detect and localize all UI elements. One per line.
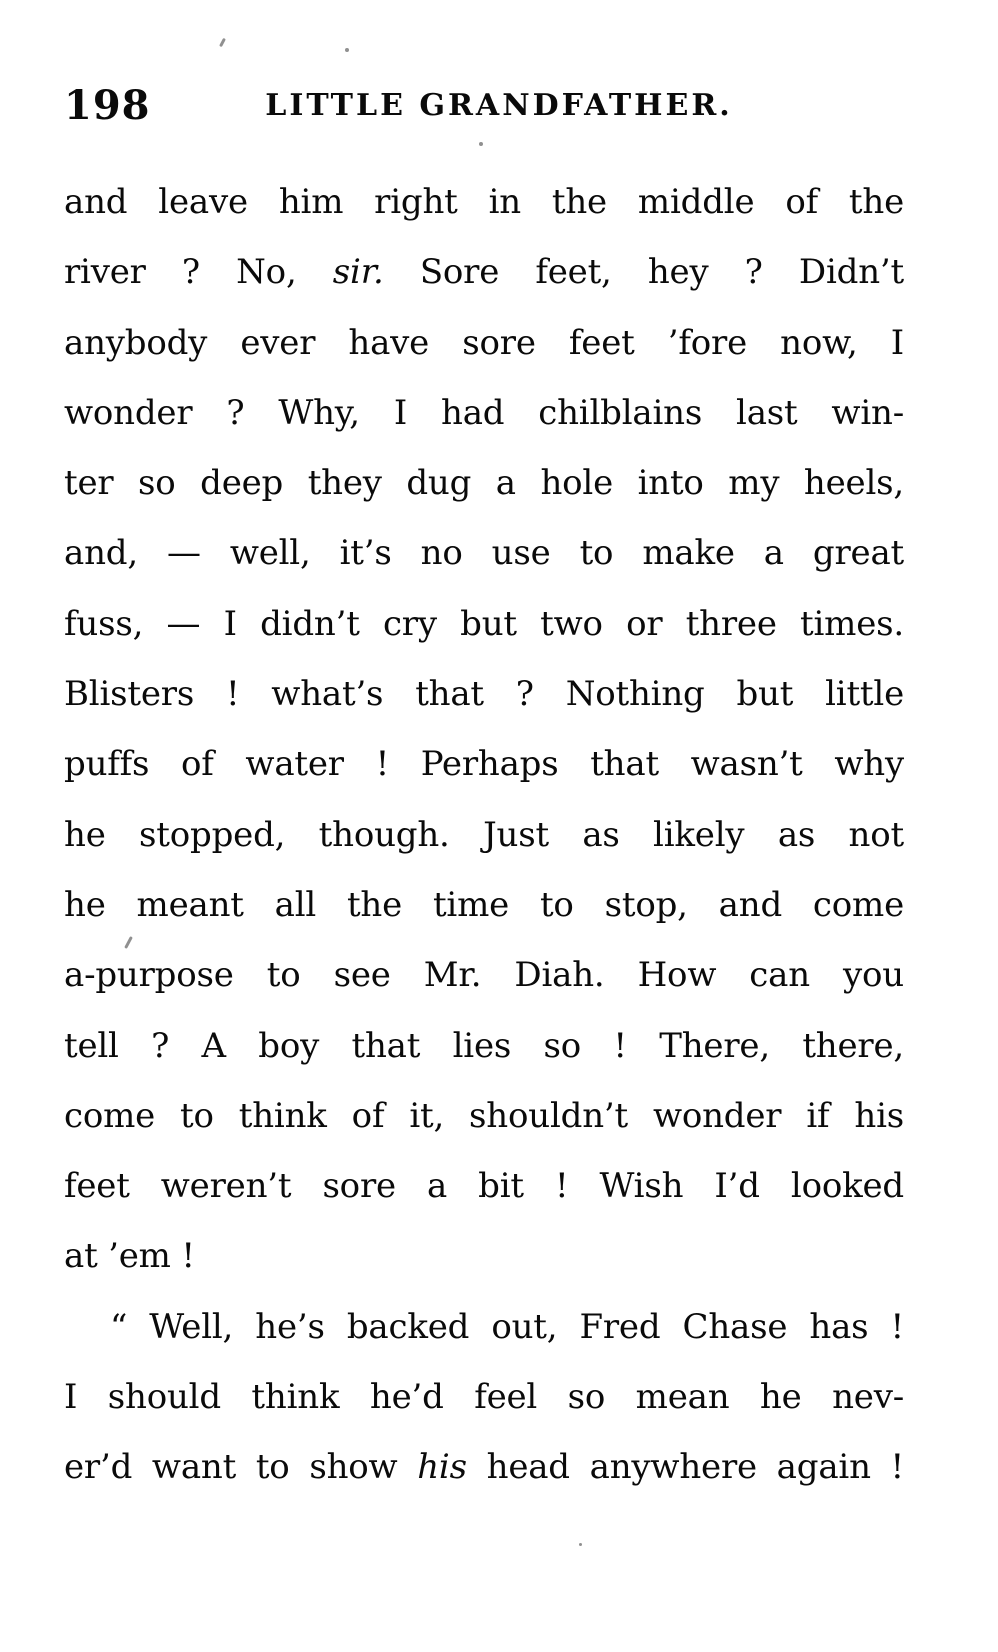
text-line [64, 237, 904, 307]
paragraph [64, 167, 904, 1292]
text-segment: I should think he’d feel so mean he nev- [64, 1377, 904, 1418]
text-line [64, 1151, 904, 1221]
text-segment: and leave him right in the middle of the [64, 182, 904, 222]
text-line [64, 1362, 904, 1432]
text-segment: wonder ? Why, I had chilblains last win- [64, 392, 904, 433]
text-line [64, 1081, 904, 1151]
text-segment: come to think of it, shouldn’t wonder if his [64, 1095, 904, 1136]
text-segment: Blisters ! what’s that ? Nothing but little [64, 674, 904, 715]
text-line [64, 870, 904, 940]
text-segment: he meant all the time to stop, and come [64, 884, 904, 925]
text-segment: anybody ever have sore feet ’fore now, I [64, 322, 904, 363]
text-segment: head anywhere again ! [466, 1447, 904, 1488]
page-body [64, 167, 904, 1503]
text-line [64, 167, 904, 237]
text-segment: Sore feet, hey ? Didn’t [383, 252, 904, 293]
text-segment: river ? No, [64, 252, 333, 293]
text-segment: er’d want to show [64, 1447, 418, 1488]
text-line [64, 1292, 904, 1362]
text-block [64, 84, 904, 1503]
text-line [64, 589, 904, 659]
text-line [64, 659, 904, 729]
scan-artifact [579, 1543, 582, 1546]
page-number: 198 [64, 82, 151, 129]
text-line [64, 940, 904, 1010]
text-line [64, 1432, 904, 1502]
running-title: LITTLE GRANDFATHER. [265, 88, 733, 123]
text-segment: feet weren’t sore a bit ! Wish I’d looked [64, 1166, 904, 1207]
page-header [64, 84, 904, 128]
text-segment: puffs of water ! Perhaps that wasn’t why [64, 744, 904, 785]
text-segment: fuss, — I didn’t cry but two or three times. [64, 603, 904, 644]
text-line [64, 378, 904, 448]
text-segment: a-purpose to see Mr. Diah. How can you [64, 955, 904, 996]
text-line [64, 518, 904, 588]
scan-artifact [345, 48, 349, 52]
text-segment: and, — well, it’s no use to make a great [64, 533, 904, 574]
text-line [64, 800, 904, 870]
text-line [64, 308, 904, 378]
text-line [64, 1011, 904, 1081]
text-segment: at ’em ! [64, 1236, 195, 1277]
text-segment: ter so deep they dug a hole into my heels, [64, 463, 904, 504]
text-line [64, 1221, 904, 1291]
italic-text: his [417, 1447, 467, 1488]
text-segment: he stopped, though. Just as likely as not [64, 814, 904, 855]
italic-text: sir. [332, 252, 384, 293]
scan-artifact [479, 142, 483, 146]
paragraph [64, 1292, 904, 1503]
text-segment: “ Well, he’s backed out, Fred Chase has ! [110, 1306, 904, 1347]
text-segment: tell ? A boy that lies so ! There, there, [64, 1025, 904, 1066]
text-line [64, 448, 904, 518]
text-line [64, 729, 904, 799]
scan-artifact [219, 38, 226, 47]
